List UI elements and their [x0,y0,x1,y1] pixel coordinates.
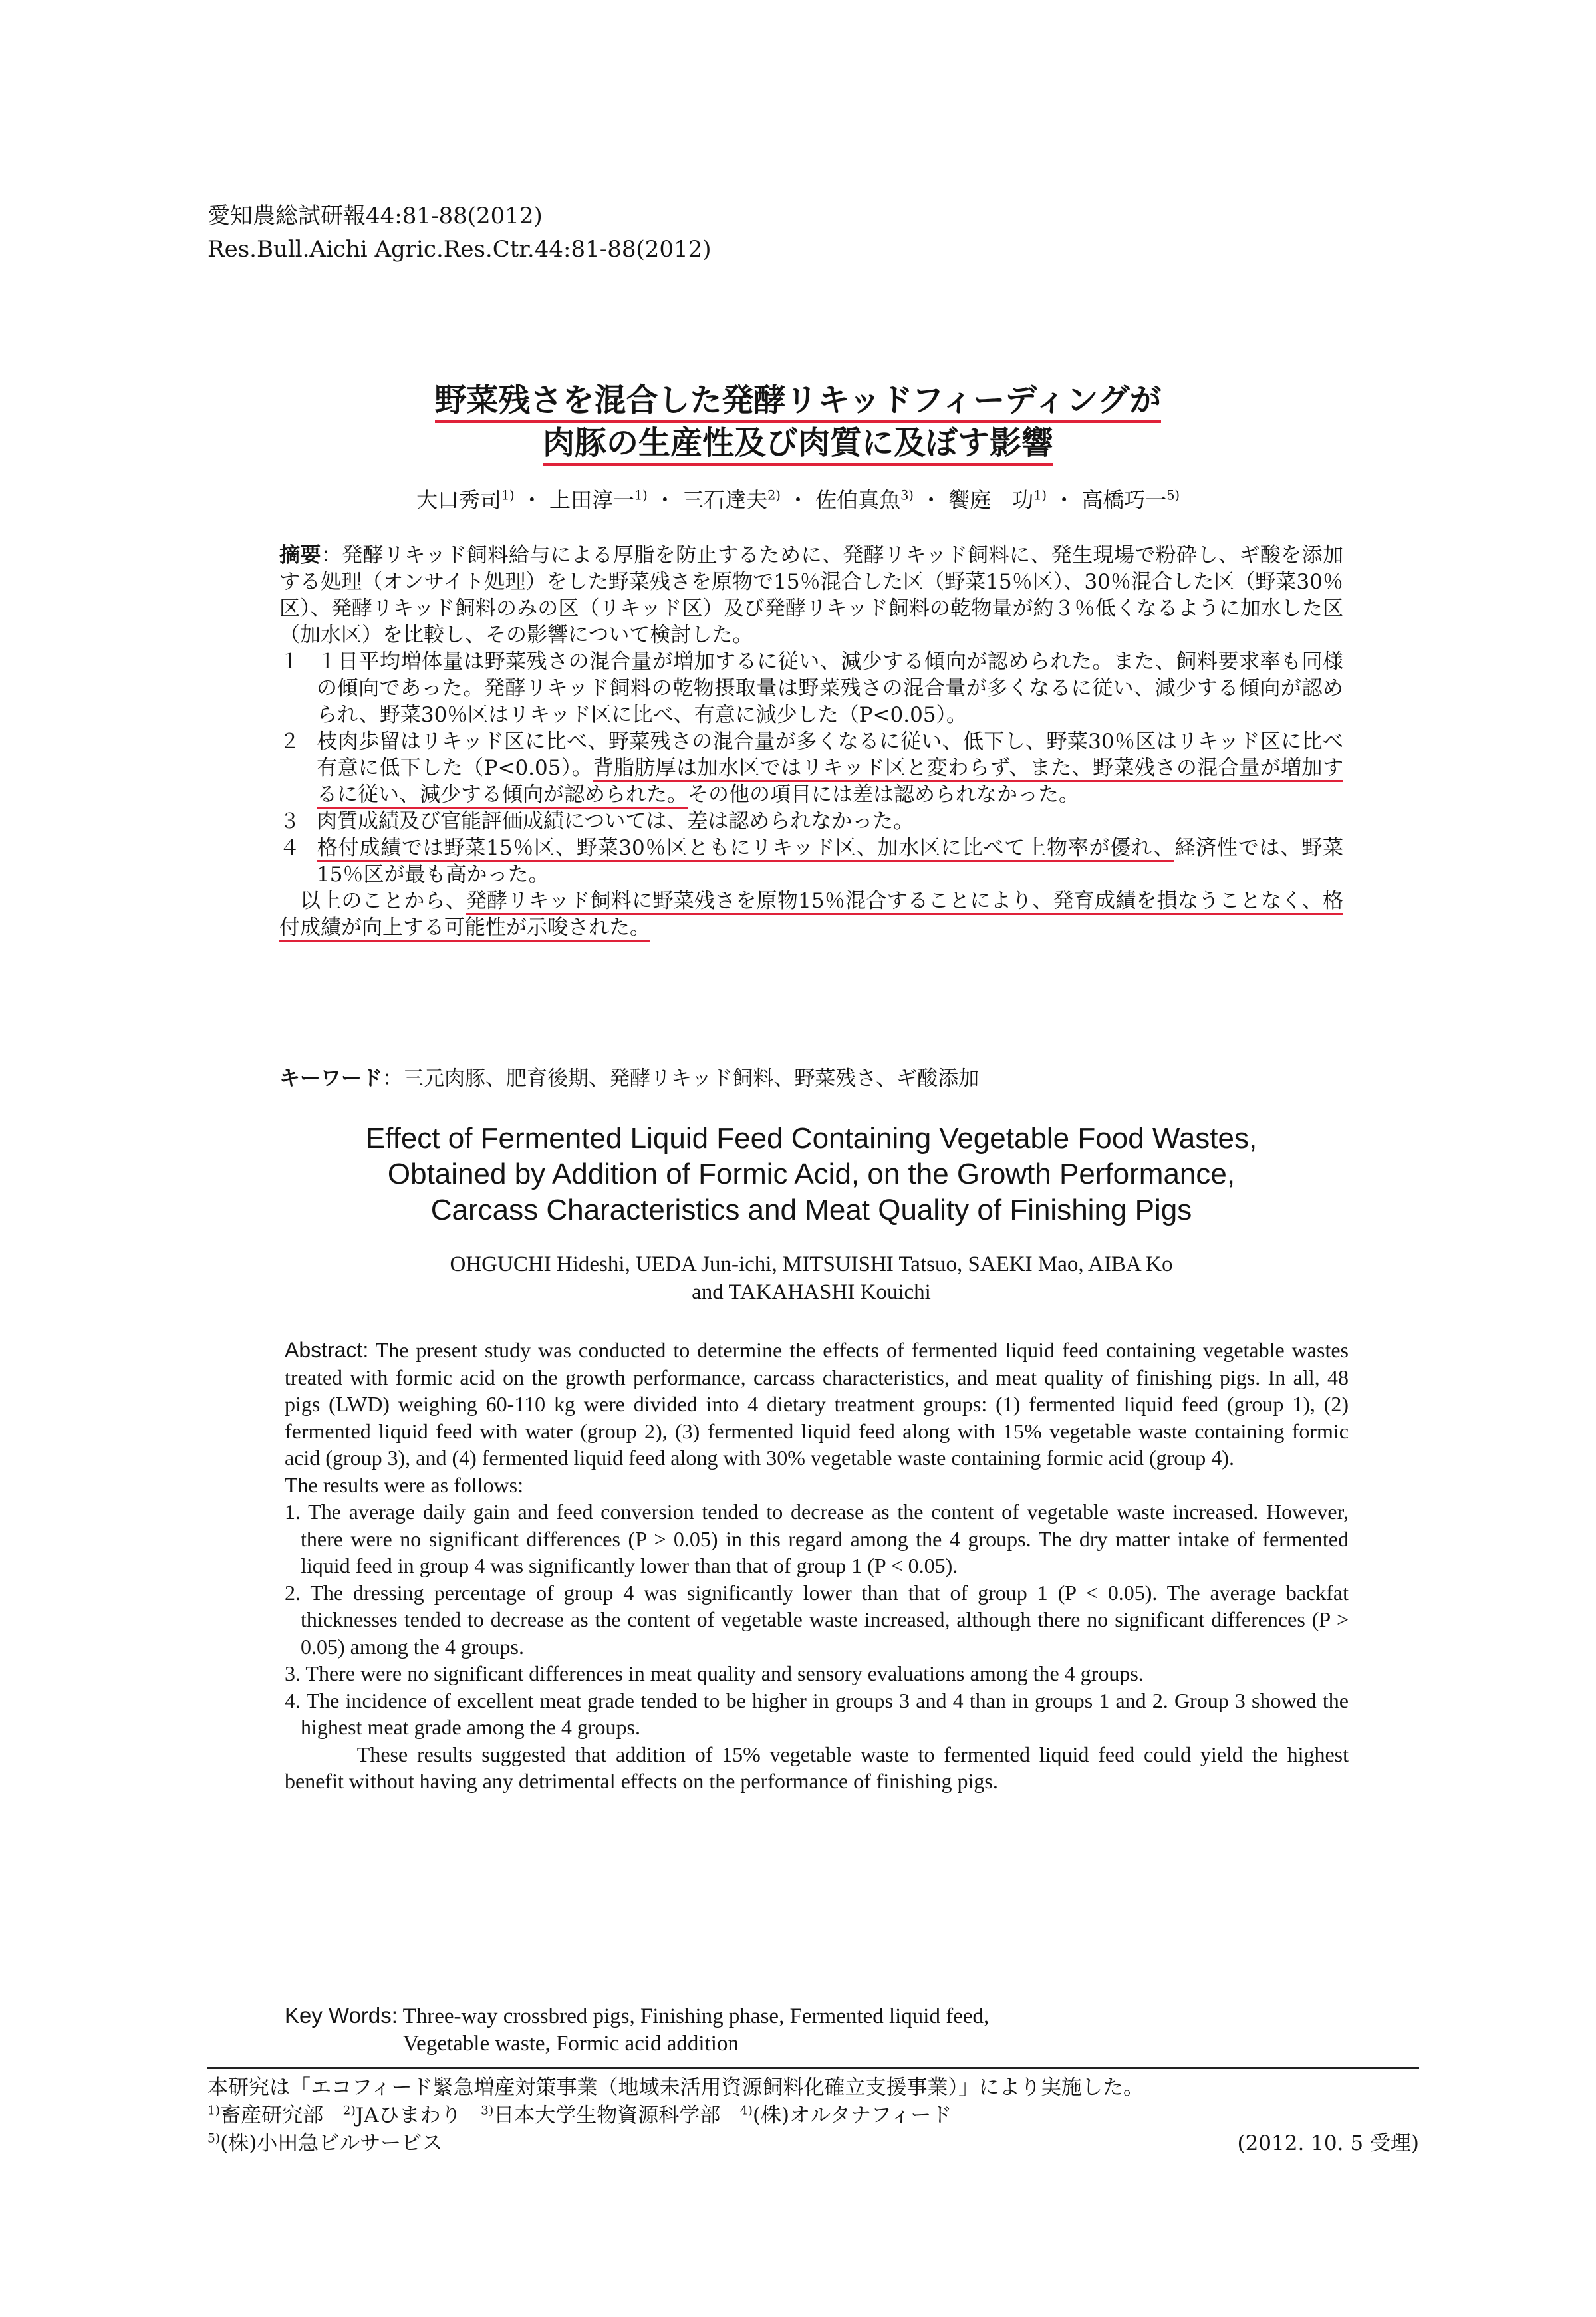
abstract-conclusion-a-ja: 以上のことから、 [300,889,466,913]
japanese-title-line-2: 肉豚の生産性及び肉質に及ぼす影響 [543,424,1053,466]
abstract-item-2a-ja: 枝肉歩留はリキッド区に比べ、野菜残さの混合量が多くなるに従い、低下し、野菜30％区はリキッド区に比べ有意に低下した（P<0.05）。 [317,730,1343,780]
abstract-item-4a-ja-underlined: 格付成績では野菜15％区、野菜30％区ともにリキッド区、加水区に比べて上物率が優れ、 [317,836,1174,862]
keywords-line-1-en: Three-way crossbred pigs, Finishing phase, Fermented liquid feed, [402,2004,990,2028]
abstract-intro-en: The present study was conducted to determine the effects of fermented liquid feed containing vegetable wastes treated with formic acid on the growth performance, carcass characteristics, and meat quality of finishing pigs. In all, 48 pigs (LWD) weighing 60-110 kg were divided into 4 dietary treatment groups: (1) fermented liquid feed (group 1), (2) fermented liquid feed with water (group 2), (3) fermented liquid feed along with 15% vegetable waste containing formic acid (group 3), and (4) fermented liquid feed along with 30% vegetable waste containing formic acid (group 4). [285,1338,1349,1470]
affiliation-mark: 4) [739,2104,753,2118]
results-intro-en: The results were as follows: [285,1472,524,1497]
affiliation-5: (株)小田急ビルサービス [220,2131,443,2155]
received-date: (2012. 10. 5 受理) [1237,2131,1419,2155]
abstract-label-ja: 摘要 [279,543,321,567]
author-name: 佐伯真魚 [815,487,901,513]
author-name: 上田淳一 [549,487,635,513]
english-authors [279,1250,1343,1306]
affiliation-3: 日本大学生物資源科学部 [493,2104,721,2127]
abstract-item-2-en: 2. The dressing percentage of group 4 was significantly lower than that of group 1 (P < 0.05). The average backfat thicknesses tended to decrease as the content of vegetable waste increased, although there no significant differences (P > 0.05) among the 4 groups. [285,1580,1349,1659]
abstract-item-2b-ja-underlined: 背脂肪厚は加水区ではリキッド区と変わらず、また、野菜残さの混合量が増加するに従い、減少する傾向が認められた。 [317,756,1343,809]
english-authors-line-2: and TAKAHASHI Kouichi [692,1280,931,1304]
keywords-label-ja: キーワード [279,1067,382,1091]
author-affiliation-mark: 5) [1166,487,1180,503]
author-affiliation-mark: 1) [501,487,515,503]
affiliation-2: JAひまわり [355,2104,462,2127]
english-keywords [285,2002,1349,2058]
abstract-intro-ja: ：発酵リキッド飼料給与による厚脂を防止するために、発酵リキッド飼料に、発生現場で粉砕し、ギ酸を添加する処理（オンサイト処理）をした野菜残さを原物で15％混合した区（野菜15％区）、30％混合した区（野菜30％区）、発酵リキッド飼料のみの区（リキッド区）及び発酵リキッド飼料の乾物量が約３％低くなるように加水した区（加水区）を比較し、その影響について検討した。 [279,543,1343,647]
keywords-text-ja: ：三元肉豚、肥育後期、発酵リキッド飼料、野菜残さ、ギ酸添加 [382,1067,980,1091]
english-authors-line-1: OHGUCHI Hideshi, UEDA Jun-ichi, MITSUISHI Tatsuo, SAEKI Mao, AIBA Ko [450,1252,1173,1276]
affiliation-4: (株)オルタナフィード [752,2104,952,2127]
abstract-item-3-ja: 肉質成績及び官能評価成績については、差は認められなかった。 [317,809,914,833]
abstract-item-1-ja: １日平均増体量は野菜残さの混合量が増加するに従い、減少する傾向が認められた。また、飼料要求率も同様の傾向であった。発酵リキッド飼料の乾物摂取量は野菜残さの混合量が多くなるに従い、減少する傾向が認められ、野菜30％区はリキッド区に比べ、有意に減少した（P<0.05）。 [317,650,1343,727]
footnotes [207,2074,1419,2157]
abstract-item-1-en: 1. The average daily gain and feed conversion tended to decrease as the content of vegetable waste increased. However, there were no significant differences (P > 0.05) in this regard among the 4 groups. The dry matter intake of fermented liquid feed in group 4 was significantly lower than that of group 1 (P < 0.05). [285,1500,1349,1577]
item-number: ４ [279,836,300,860]
japanese-keywords [279,1064,1343,1093]
item-number: ３ [279,809,300,833]
author-name: 饗庭 功 [948,487,1034,513]
author-name: 三石達夫 [682,487,768,513]
english-title-line-3: Carcass Characteristics and Meat Quality of Finishing Pigs [430,1194,1192,1226]
item-number: １ [279,650,300,674]
japanese-title [279,379,1317,464]
japanese-authors: 大口秀司$^{1)}$ ・ 上田淳一$^{1)}$ ・ 三石達夫$^{2)}$ ・ 佐伯真魚$^{3)}$ ・ 饗庭 功$^{1)}$ ・ 高橋巧一$^{5)}$ [416,487,1180,513]
abstract-item-3-en: 3. There were no significant differences in meat quality and sensory evaluations among the 4 groups. [285,1661,1144,1685]
journal-reference-en: Res.Bull.Aichi Agric.Res.Ctr.44:81-88(2012) [207,236,712,263]
english-title-line-2: Obtained by Addition of Formic Acid, on the Growth Performance, [387,1158,1236,1190]
author-affiliation-mark: 1) [634,487,648,503]
author-affiliation-mark: 1) [1033,487,1047,503]
item-number: ２ [279,730,300,753]
affiliation-mark: 2) [342,2104,356,2118]
keywords-line-2-en: Vegetable waste, Formic acid addition [403,2032,739,2056]
abstract-item-2c-ja: その他の項目には差は認められなかった。 [688,783,1079,807]
author-name: 大口秀司 [416,487,501,513]
footnote-divider [207,2067,1419,2069]
affiliations-row-1 [207,2102,1419,2129]
japanese-abstract [279,542,1343,941]
funding-note: 本研究は「エコフィード緊急増産対策事業（地域未活用資源飼料化確立支援事業）」により実施した。 [207,2076,1144,2100]
journal-reference [207,200,712,266]
journal-reference-ja: 愛知農総試研報44:81-88(2012) [207,203,543,229]
english-abstract [285,1337,1349,1795]
abstract-item-4-en: 4. The incidence of excellent meat grade tended to be higher in groups 3 and 4 than in groups 1 and 2. Group 3 showed the highest meat grade among the 4 groups. [285,1688,1349,1739]
affiliations-row-2 [207,2129,1419,2157]
affiliation-1: 畜産研究部 [220,2104,324,2127]
keywords-label-en: Key Words: [285,2003,398,2028]
author-affiliation-mark: 2) [767,487,781,503]
english-title-line-1: Effect of Fermented Liquid Feed Containing Vegetable Food Wastes, [365,1122,1258,1155]
affiliation-mark: 3) [481,2104,494,2118]
author-affiliation-mark: 3) [900,487,914,503]
abstract-conclusion-en: These results suggested that addition of 15% vegetable waste to fermented liquid feed could yield the highest benefit without having any detrimental effects on the performance of finishing pigs. [285,1742,1349,1793]
abstract-item-4b-ja: 経済性では、野菜15％区が最も高かった。 [317,836,1343,886]
author-name: 高橋巧一 [1081,487,1167,513]
abstract-label-en: Abstract: [285,1338,369,1362]
japanese-title-line-1: 野菜残さを混合した発酵リキッドフィーディングが [435,382,1162,423]
affiliation-mark: 5) [207,2131,221,2146]
english-title [253,1121,1370,1228]
affiliation-mark: 1) [207,2104,221,2118]
abstract-conclusion-b-ja-underlined: 発酵リキッド飼料に野菜残さを原物15％混合することにより、発育成績を損なうことなく、格付成績が向上する可能性が示唆された。 [279,889,1343,942]
